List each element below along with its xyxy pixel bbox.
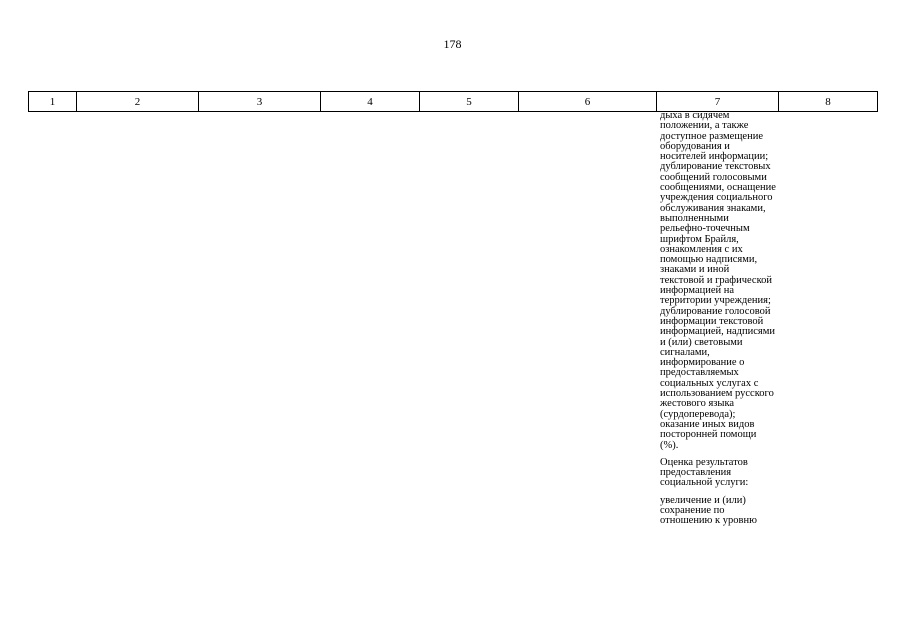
column-number-1: 1 xyxy=(29,92,77,112)
column-number-3: 3 xyxy=(199,92,321,112)
header-row xyxy=(29,92,878,112)
column-number-4: 4 xyxy=(321,92,420,112)
column-7-paragraph: Оценка результатов предоставления социальной услуги: xyxy=(660,456,749,489)
column-7-paragraph: увеличение и (или) сохранение по отношению к уровню xyxy=(660,494,757,527)
column-number-2: 2 xyxy=(77,92,199,112)
column-number-8: 8 xyxy=(779,92,878,112)
page-number: 178 xyxy=(443,37,462,51)
column-number-6: 6 xyxy=(519,92,657,112)
column-7-paragraph: дыха в сидячем положении, а также доступное размещение оборудования и носителей информации; дублирование текстовых сообщений голосовыми сообщениями, оснащение учреждения социального обслуживания знаками, выполненными рельефно-точечным шрифтом Брайля, ознакомления с их помощью надписями, знаками и иной текстовой и графической информацией на территории учреждения; дублирование голосовой информации текстовой информацией, надписями и (или) световыми сигналами, информирование о предоставляемых социальных услугах с использованием русского жестового языка (сурдоперевода); оказание иных видов посторонней помощи (%). xyxy=(660,110,776,451)
column-number-header xyxy=(28,91,878,112)
column-number-5: 5 xyxy=(420,92,519,112)
column-7-text xyxy=(660,111,776,527)
column-number-7: 7 xyxy=(657,92,779,112)
